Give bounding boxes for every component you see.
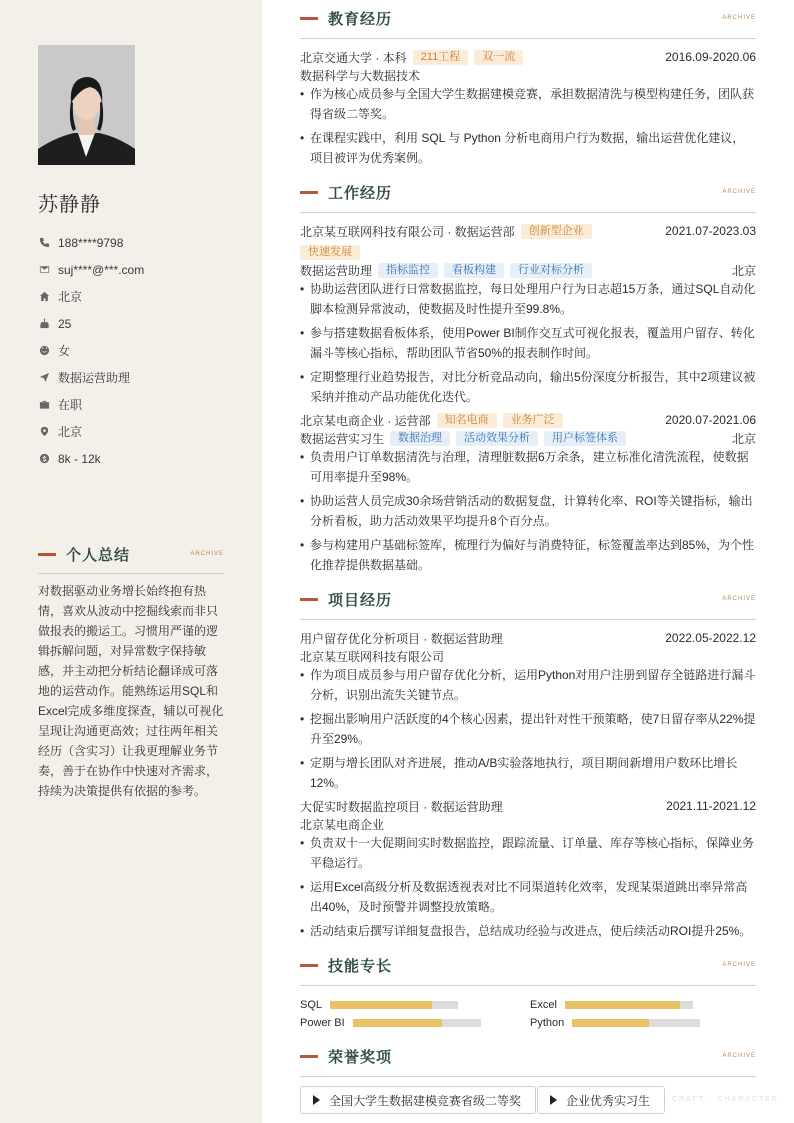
avatar-illustration: [38, 45, 135, 165]
gender-text: 女: [58, 344, 71, 358]
watermark: CRAFT · CHARACTER: [672, 1096, 779, 1103]
skill-item: [530, 998, 693, 1012]
position-text: 数据运营助理: [58, 371, 131, 385]
job-role: 数据运营助理: [300, 263, 373, 278]
list-item: • 协助运营团队进行日常数据监控，每日处理用户行为日志超15万条，通过SQL自动化脚本检测异常波动，使数据及时性提升至99.8%。: [300, 279, 756, 319]
contact-target-city: [38, 418, 238, 445]
job-location: 北京: [731, 263, 756, 278]
archive-label: ARCHIVE: [190, 551, 224, 557]
skill-tag: 看板构建: [444, 263, 504, 278]
status-text: 在职: [58, 398, 83, 412]
skill-level-fill: [330, 1001, 432, 1009]
work-title: 工作经历: [328, 185, 393, 202]
contact-city: [38, 283, 238, 310]
contact-status: [38, 391, 238, 418]
profile-photo: [38, 45, 135, 165]
target-city-text: 北京: [58, 425, 83, 439]
list-item: • 在课程实践中，利用 SQL 与 Python 分析电商用户行为数据，输出运营优化建议，项目被评为优秀案例。: [300, 128, 756, 168]
job-role-row: [300, 261, 756, 279]
summary-text: 对数据驱动业务增长始终抱有热情，喜欢从波动中挖掘线索而非只做报表的搬运工。习惯用严谨的逻辑拆解问题，对异常数字保持敏感，并主动把分析结论翻译成可落地的运营动作。能熟练运用SQL和Excel完成多维度探查，辅以可视化呈现让沟通更高效；过往两年相关经历（含实习）让我更理解业务节奏，善于在协作中快速对齐需求，持续为决策提供有依据的参考。: [38, 584, 224, 798]
education-period: 2016.09-2020.06: [665, 50, 756, 64]
work-section-title: [300, 182, 756, 213]
location-pin-icon: [38, 426, 50, 438]
summary-title: 个人总结: [66, 547, 131, 564]
contact-phone: [38, 229, 238, 256]
section-accent-bar: [300, 598, 318, 601]
smile-icon: [38, 345, 50, 357]
skill-level-fill: [565, 1001, 680, 1009]
school-name: 北京交通大学 · 本科: [300, 50, 407, 65]
skill-tag: 行业对标分析: [510, 263, 592, 278]
skill-name: Excel: [530, 999, 557, 1011]
skill-level-bar: [565, 1001, 693, 1009]
job-role-row: [300, 429, 756, 447]
section-accent-bar: [300, 1055, 318, 1058]
education-header: [300, 48, 756, 66]
contact-email: [38, 256, 238, 283]
list-item: • 参与搭建数据看板体系，使用Power BI制作交互式可视化报表，覆盖用户留存、转化漏斗等核心指标，帮助团队节省50%的报表制作时间。: [300, 323, 756, 363]
play-triangle-icon: [313, 1095, 320, 1105]
project-period: 2022.05-2022.12: [665, 631, 756, 645]
award-item: [300, 1086, 536, 1114]
candidate-name: 苏静静: [38, 194, 101, 216]
age-text: 25: [58, 316, 72, 331]
school-tag: 双一流: [474, 50, 523, 65]
archive-label: ARCHIVE: [722, 962, 756, 968]
job-tag-overflow-row: [300, 243, 756, 261]
email-text: suj****@***.com: [58, 262, 145, 277]
honors-title: 荣誉奖项: [328, 1049, 393, 1066]
skill-level-bar: [572, 1019, 700, 1027]
mail-icon: [38, 264, 50, 276]
job-company: 北京某电商企业 · 运营部: [300, 413, 431, 428]
project-period: 2021.11-2021.12: [666, 799, 756, 813]
company-tag: 业务广泛: [503, 413, 563, 428]
contact-list: [38, 229, 238, 472]
list-item: • 挖掘出影响用户活跃度的4个核心因素，提出针对性干预策略，使7日留存率从22%提升至29%。: [300, 709, 756, 749]
school-tag: 211工程: [413, 50, 469, 65]
skill-item: [300, 998, 458, 1012]
project-name: 大促实时数据监控项目 · 数据运营助理: [300, 799, 503, 814]
job-company: 北京某互联网科技有限公司 · 数据运营部: [300, 224, 515, 239]
project-org-row: [300, 815, 756, 833]
home-icon: [38, 291, 50, 303]
skill-level-fill: [572, 1019, 649, 1027]
skill-tag: 活动效果分析: [456, 431, 538, 446]
job-header: [300, 222, 756, 240]
education-title: 教育经历: [328, 11, 393, 28]
briefcase-icon: [38, 399, 50, 411]
contact-salary: [38, 445, 238, 472]
contact-age: [38, 310, 238, 337]
summary-section-title: [38, 544, 224, 574]
skill-tag: 用户标签体系: [544, 431, 626, 446]
skill-tag: 指标监控: [378, 263, 438, 278]
skill-item: [300, 1016, 481, 1030]
section-accent-bar: [300, 17, 318, 20]
skill-item: [530, 1016, 700, 1030]
archive-label: ARCHIVE: [722, 596, 756, 602]
project-name: 用户留存优化分析项目 · 数据运营助理: [300, 631, 503, 646]
project-header: [300, 629, 756, 647]
sidebar: [0, 0, 262, 1123]
contact-gender: [38, 337, 238, 364]
company-tag: 快速发展: [300, 245, 360, 260]
skill-level-bar: [353, 1019, 481, 1027]
project-header: [300, 797, 756, 815]
projects-title: 项目经历: [328, 592, 393, 609]
section-accent-bar: [300, 191, 318, 194]
project-org-row: [300, 647, 756, 665]
project-org: 北京某互联网科技有限公司: [300, 649, 445, 664]
award-text: 企业优秀实习生: [566, 1093, 651, 1108]
list-item: • 定期整理行业趋势报告，对比分析竞品动向，输出5份深度分析报告，其中2项建议被采纳并推动产品功能优化迭代。: [300, 367, 756, 407]
skill-name: SQL: [300, 999, 323, 1011]
city-text: 北京: [58, 290, 83, 304]
archive-label: ARCHIVE: [722, 189, 756, 195]
job-period: 2021.07-2023.03: [665, 224, 756, 238]
list-item: • 作为项目成员参与用户留存优化分析，运用Python对用户注册到留存全链路进行漏斗分析，识别出流失关键节点。: [300, 665, 756, 705]
skill-name: Power BI: [300, 1017, 345, 1029]
coin-icon: [38, 453, 50, 465]
archive-label: ARCHIVE: [722, 1053, 756, 1059]
job-location: 北京: [731, 431, 756, 446]
skills-section-title: [300, 955, 756, 986]
phone-icon: [38, 237, 50, 249]
list-item: • 参与构建用户基础标签库，梳理行为偏好与消费特征，标签覆盖率达到85%，为个性化推荐提供数据基础。: [300, 535, 756, 575]
company-tag: 创新型企业: [521, 224, 592, 239]
list-item: • 负责用户订单数据清洗与治理，清理脏数据6万余条，建立标准化清洗流程，使数据可用率提升至98%。: [300, 447, 756, 487]
job-header: [300, 411, 756, 429]
job-role: 数据运营实习生: [300, 431, 385, 446]
skill-name: Python: [530, 1017, 565, 1029]
list-item: • 作为核心成员参与全国大学生数据建模竞赛，承担数据清洗与模型构建任务，团队获得省级二等奖。: [300, 84, 756, 124]
list-item: • 定期与增长团队对齐进展，推动A/B实验落地执行，项目期间新增用户数环比增长12%。: [300, 753, 756, 793]
project-org: 北京某电商企业: [300, 817, 385, 832]
salary-text: 8k - 12k: [58, 451, 101, 466]
contact-position: [38, 364, 238, 391]
section-accent-bar: [300, 964, 318, 967]
play-triangle-icon: [550, 1095, 557, 1105]
archive-label: ARCHIVE: [722, 15, 756, 21]
award-item: [537, 1086, 665, 1114]
job-period: 2020.07-2021.06: [665, 413, 756, 427]
honors-section-title: [300, 1046, 756, 1077]
section-accent-bar: [38, 553, 56, 556]
skill-level-bar: [330, 1001, 458, 1009]
award-text: 全国大学生数据建模竞赛省级二等奖: [329, 1093, 522, 1108]
education-major-row: [300, 66, 756, 84]
education-major: 数据科学与大数据技术: [300, 68, 421, 83]
skill-level-fill: [353, 1019, 443, 1027]
skills-title: 技能专长: [328, 958, 393, 975]
company-tag: 知名电商: [437, 413, 497, 428]
list-item: • 协助运营人员完成30余场营销活动的数据复盘，计算转化率、ROI等关键指标，输出分析看板，助力活动效果平均提升8个百分点。: [300, 491, 756, 531]
projects-section-title: [300, 589, 756, 620]
send-icon: [38, 372, 50, 384]
list-item: • 负责双十一大促期间实时数据监控，跟踪流量、订单量、库存等核心指标，保障业务平稳运行。: [300, 833, 756, 873]
cake-icon: [38, 318, 50, 330]
list-item: • 运用Excel高级分析及数据透视表对比不同渠道转化效率，发现某渠道跳出率异常高出40%，及时预警并调整投放策略。: [300, 877, 756, 917]
education-section-title: [300, 8, 756, 39]
list-item: • 活动结束后撰写详细复盘报告，总结成功经验与改进点，使后续活动ROI提升25%。: [300, 921, 756, 941]
phone-text: 188****9798: [58, 235, 124, 250]
skill-tag: 数据治理: [390, 431, 450, 446]
